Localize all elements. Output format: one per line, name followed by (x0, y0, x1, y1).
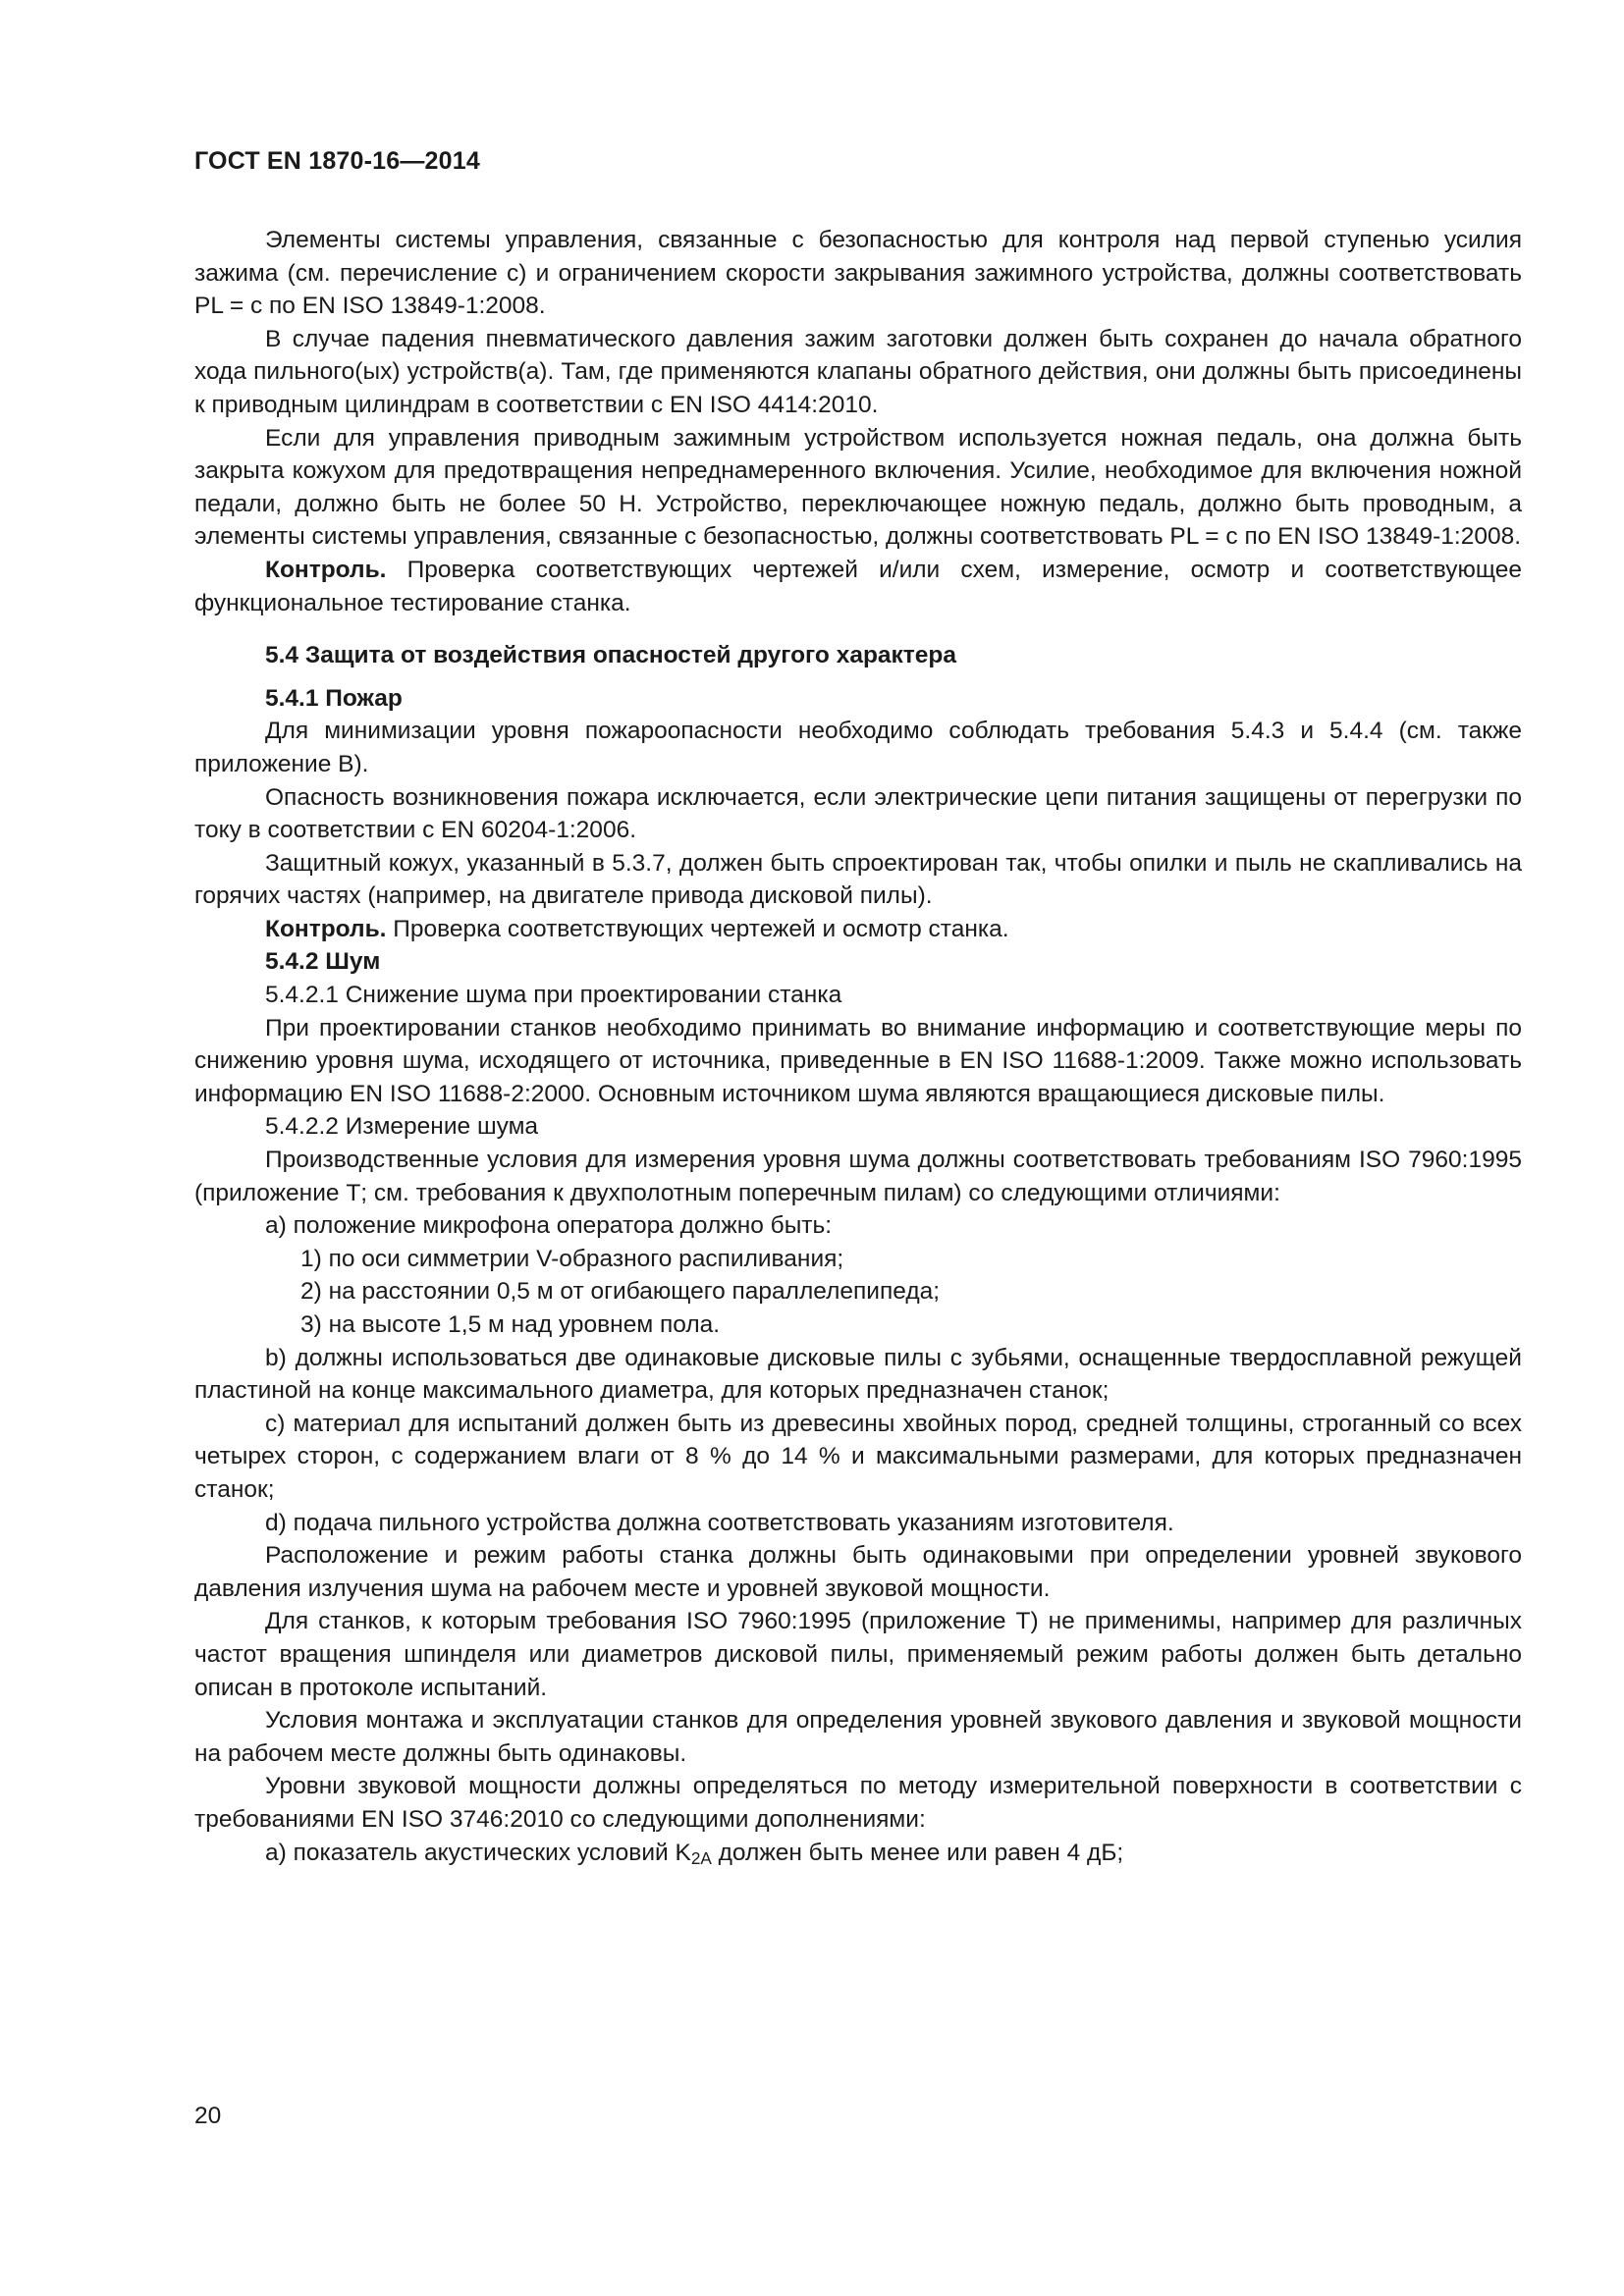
list-subitem-1: 1) по оси симметрии V-образного распиливания; (300, 1245, 844, 1272)
paragraph: Расположение и режим работы станка должны быть одинаковыми при определении уровней звукового давления излучения шума на рабочем месте и уровней звуковой мощности. (194, 1542, 1522, 1602)
paragraph: В случае падения пневматического давления зажим заготовки должен быть сохранен до начала обратного хода пильного(ых) устройств(а). Там, где применяются клапаны обратного действия, они должны быть присоединены к приводным цилиндрам в соответствии с EN ISO 4414:2010. (194, 325, 1522, 418)
paragraph: При проектировании станков необходимо принимать во внимание информацию и соответствующие меры по снижению уровня шума, исходящего от источника, приведенные в EN ISO 11688-1:2009. Также можно использовать информацию EN ISO 11688-2:2000. Основным источником шума являются вращающиеся дисковые пилы. (194, 1014, 1522, 1107)
section-heading-5-4-2-1: 5.4.2.1 Снижение шума при проектировании станка (265, 982, 842, 1009)
control-paragraph (194, 554, 1522, 619)
k2a-text-end: должен быть менее или равен 4 дБ; (711, 1839, 1124, 1866)
paragraph: Опасность возникновения пожара исключается, если электрические цепи питания защищены от перегрузки по току в соответствии с EN 60204-1:2006. (194, 783, 1522, 844)
control-label: Контроль. (265, 556, 387, 583)
k2a-subscript: 2A (690, 1847, 712, 1868)
list-item-d: d) подача пильного устройства должна соответствовать указаниям изготовителя. (265, 1509, 1174, 1536)
control-paragraph (194, 913, 1522, 946)
list-item-c: с) материал для испытаний должен быть из древесины хвойных пород, средней толщины, строганный со всех четырех сторон, с содержанием влаги от 8 % до 14 % и максимальными размерами, для которых предназначен станок; (194, 1410, 1522, 1503)
section-heading-5-4-2-2: 5.4.2.2 Измерение шума (265, 1113, 539, 1141)
section-heading-5-4: 5.4 Защита от воздействия опасностей другого характера (265, 642, 957, 669)
control-text: Проверка соответствующих чертежей и осмотр станка. (386, 915, 1009, 942)
list-subitem-2: 2) на расстоянии 0,5 м от огибающего параллелепипеда; (300, 1278, 941, 1306)
list-item-b: b) должны использоваться две одинаковые дисковые пилы с зубьями, оснащенные твердосплавной режущей пластиной на конце максимального диаметра, для которых предназначен станок; (194, 1344, 1522, 1405)
page-body (194, 224, 1522, 1869)
k2a-text-start: а) показатель акустических условий K (265, 1839, 691, 1866)
paragraph: Для станков, к которым требования ISO 7960:1995 (приложение Т) не применимы, например для различных частот вращения шпинделя или диаметров дисковой пилы, применяемый режим работы должен быть детально описан в протоколе испытаний. (194, 1608, 1522, 1701)
paragraph: Условия монтажа и эксплуатации станков для определения уровней звукового давления и звуковой мощности на рабочем месте должны быть одинаковы. (194, 1707, 1522, 1767)
list-item-a-acoustic (194, 1837, 1522, 1870)
paragraph: Уровни звуковой мощности должны определяться по методу измерительной поверхности в соответствии с требованиями EN ISO 3746:2010 со следующими дополнениями: (194, 1773, 1522, 1833)
paragraph: Элементы системы управления, связанные с безопасностью для контроля над первой ступенью усилия зажима (см. перечисление с) и ограничением скорости закрывания зажимного устройства, должны соответствовать PL = с по EN ISO 13849-1:2008. (194, 227, 1522, 320)
list-subitem-3: 3) на высоте 1,5 м над уровнем пола. (300, 1311, 721, 1338)
control-label: Контроль. (265, 915, 387, 942)
paragraph: Для минимизации уровня пожароопасности необходимо соблюдать требования 5.4.3 и 5.4.4 (см. также приложение В). (194, 718, 1522, 777)
section-heading-5-4-1: 5.4.1 Пожар (265, 684, 403, 712)
paragraph: Защитный кожух, указанный в 5.3.7, должен быть спроектирован так, чтобы опилки и пыль не скапливались на горячих частях (например, на двигателе привода дисковой пилы). (194, 849, 1522, 910)
section-heading-5-4-2: 5.4.2 Шум (265, 948, 381, 976)
control-text: Проверка соответствующих чертежей и/или схем, измерение, осмотр и соответствующее функциональное тестирование станка. (194, 556, 1522, 616)
paragraph: Производственные условия для измерения уровня шума должны соответствовать требованиям ISO 7960:1995 (приложение Т; см. требования к двухполотным поперечным пилам) со следующими отличиями: (194, 1147, 1522, 1206)
list-item-a: а) положение микрофона оператора должно быть: (265, 1212, 833, 1240)
document-header: ГОСТ EN 1870-16—2014 (194, 147, 480, 175)
page-number: 20 (194, 2103, 222, 2129)
paragraph: Если для управления приводным зажимным устройством используется ножная педаль, она должна быть закрыта кожухом для предотвращения непреднамеренного включения. Усилие, необходимое для включения ножной педали, должно быть не более 50 Н. Устройство, переключающее ножную педаль, должно быть проводным, а элементы системы управления, связанные с безопасностью, должны соответствовать PL = с по EN ISO 13849-1:2008. (194, 424, 1522, 551)
